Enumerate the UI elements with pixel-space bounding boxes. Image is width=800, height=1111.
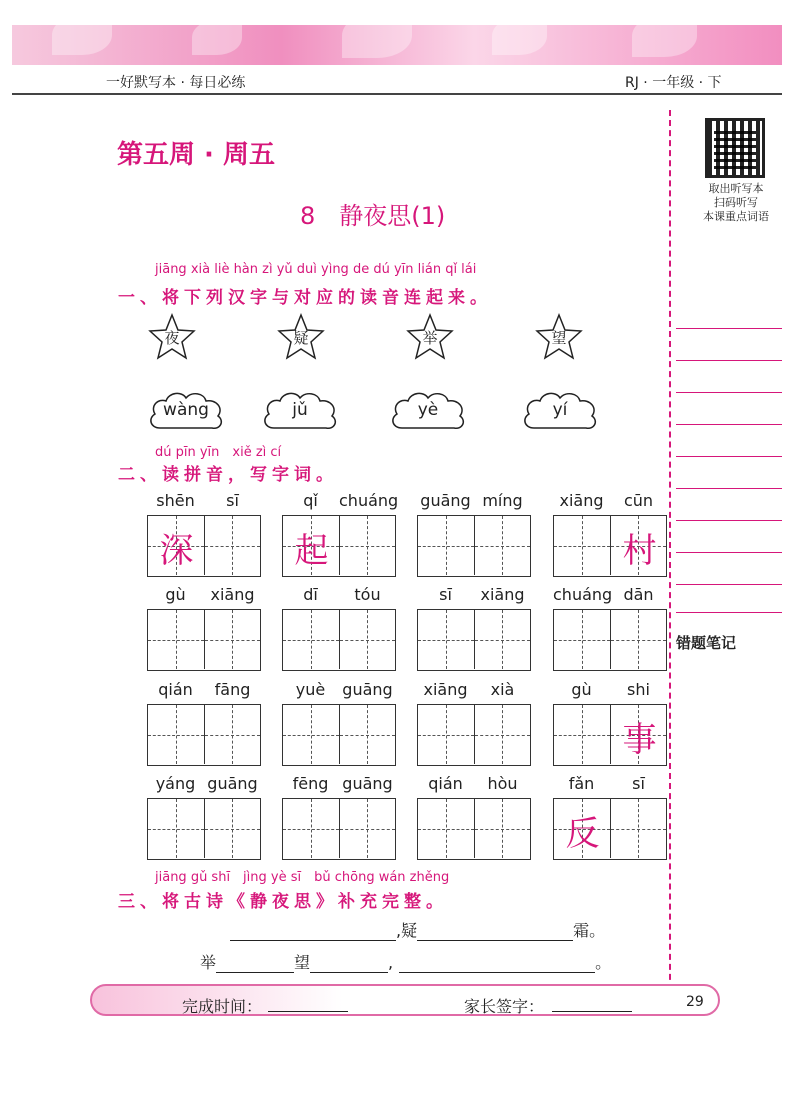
poem-blank[interactable] bbox=[310, 957, 388, 973]
tianzi-box[interactable] bbox=[282, 798, 396, 860]
tianzi-box[interactable] bbox=[417, 704, 531, 766]
group-pinyin: shēn bbox=[156, 491, 195, 510]
written-char: 事 bbox=[622, 720, 657, 760]
star-char-label: 疑 bbox=[293, 329, 309, 347]
group-pinyin: qǐ bbox=[303, 491, 318, 510]
group-pinyin: xiāng bbox=[423, 680, 468, 699]
cloud-pinyin[interactable] bbox=[520, 388, 600, 436]
group-pinyin: guāng bbox=[207, 774, 258, 793]
tianzi-box[interactable] bbox=[282, 515, 396, 577]
group-pinyin: yuè bbox=[295, 680, 326, 699]
group-pinyin: gù bbox=[165, 585, 186, 604]
tianzi-cell[interactable] bbox=[474, 705, 530, 764]
star-char[interactable] bbox=[147, 313, 197, 361]
written-char: 深 bbox=[159, 531, 194, 571]
group-pinyin: sī bbox=[226, 491, 239, 510]
tianzi-cell[interactable] bbox=[339, 705, 395, 764]
tianzi-box[interactable] bbox=[417, 515, 531, 577]
group-pinyin: sī bbox=[632, 774, 645, 793]
tianzi-cell[interactable] bbox=[474, 516, 530, 575]
tianzi-cell[interactable] bbox=[610, 705, 666, 764]
star-char[interactable] bbox=[405, 313, 455, 361]
tianzi-cell[interactable] bbox=[339, 516, 395, 575]
star-char[interactable] bbox=[276, 313, 326, 361]
completion-time-label: 完成时间： bbox=[182, 997, 263, 1016]
qr-caption-line: 本课重点词语 bbox=[703, 210, 769, 223]
q1-instruction: 一、将下列汉字与对应的读音连起来。 bbox=[118, 288, 492, 308]
group-pinyin: fāng bbox=[214, 680, 251, 699]
tianzi-cell[interactable] bbox=[418, 705, 474, 764]
poem-text: 霜。 bbox=[573, 921, 606, 940]
group-pinyin: chuáng bbox=[553, 585, 613, 604]
q3-pinyin: jiāng gǔ shī jìng yè sī bǔ chōng wán zhěng bbox=[155, 870, 450, 885]
tianzi-cell[interactable] bbox=[148, 799, 204, 858]
group-pinyin: qián bbox=[158, 680, 193, 699]
tianzi-cell[interactable] bbox=[283, 516, 339, 575]
cloud-pinyin[interactable] bbox=[260, 388, 340, 436]
week-title: 第五周 · 周五 bbox=[117, 140, 275, 170]
tianzi-cell[interactable] bbox=[148, 516, 204, 575]
sidebar-divider bbox=[669, 110, 671, 1000]
group-pinyin: sī bbox=[439, 585, 452, 604]
qr-code-icon[interactable] bbox=[705, 118, 765, 178]
poem-blank[interactable] bbox=[417, 925, 573, 941]
group-pinyin: guāng bbox=[342, 680, 393, 699]
tianzi-box[interactable] bbox=[282, 609, 396, 671]
tianzi-cell[interactable] bbox=[204, 516, 260, 575]
tianzi-box[interactable] bbox=[147, 704, 261, 766]
tianzi-cell[interactable] bbox=[610, 516, 666, 575]
group-pinyin: guāng bbox=[342, 774, 393, 793]
group-pinyin: dān bbox=[623, 585, 654, 604]
cloud-pinyin-label: yí bbox=[552, 400, 568, 420]
group-pinyin: yáng bbox=[155, 774, 196, 793]
poem-text: 举 bbox=[200, 953, 217, 972]
group-pinyin: guāng bbox=[420, 491, 471, 510]
tianzi-box[interactable] bbox=[553, 515, 667, 577]
poem-line-1 bbox=[230, 918, 605, 941]
parent-signature-label: 家长签字： bbox=[464, 997, 545, 1016]
tianzi-box[interactable] bbox=[147, 609, 261, 671]
group-pinyin: chuáng bbox=[339, 491, 399, 510]
written-char: 起 bbox=[294, 531, 329, 571]
group-pinyin: gù bbox=[571, 680, 592, 699]
tianzi-cell[interactable] bbox=[339, 799, 395, 858]
group-pinyin: xiāng bbox=[210, 585, 255, 604]
q2-pinyin: dú pīn yīn xiě zì cí bbox=[155, 445, 282, 460]
poem-blank[interactable] bbox=[399, 957, 595, 973]
note-line bbox=[676, 520, 782, 521]
tianzi-box[interactable] bbox=[147, 515, 261, 577]
note-line bbox=[676, 328, 782, 329]
star-char-label: 望 bbox=[551, 329, 567, 347]
poem-text: 。 bbox=[595, 953, 612, 972]
tianzi-cell[interactable] bbox=[554, 799, 610, 858]
tianzi-cell[interactable] bbox=[474, 799, 530, 858]
tianzi-box[interactable] bbox=[553, 798, 667, 860]
footer-bar bbox=[90, 984, 720, 1016]
page-number: 29 bbox=[686, 994, 704, 1010]
poem-blank[interactable] bbox=[216, 957, 294, 973]
qr-caption-line: 扫码听写 bbox=[714, 196, 758, 209]
tianzi-cell[interactable] bbox=[554, 516, 610, 575]
note-line bbox=[676, 612, 782, 613]
parent-signature-field[interactable] bbox=[552, 996, 632, 1012]
lesson-title: 8 静夜思(1) bbox=[300, 202, 446, 230]
tianzi-cell[interactable] bbox=[610, 610, 666, 669]
group-pinyin: fǎn bbox=[568, 774, 595, 793]
qr-caption bbox=[692, 182, 780, 224]
note-line bbox=[676, 552, 782, 553]
group-pinyin: shi bbox=[627, 680, 650, 699]
tianzi-cell[interactable] bbox=[204, 705, 260, 764]
tianzi-box[interactable] bbox=[553, 609, 667, 671]
qr-caption-line: 取出听写本 bbox=[708, 182, 764, 195]
group-pinyin: xiāng bbox=[559, 491, 604, 510]
group-pinyin: míng bbox=[482, 491, 523, 510]
q2-instruction: 二、读拼音，写字词。 bbox=[118, 465, 338, 485]
tianzi-cell[interactable] bbox=[283, 705, 339, 764]
tianzi-cell[interactable] bbox=[554, 610, 610, 669]
tianzi-cell[interactable] bbox=[339, 610, 395, 669]
tianzi-cell[interactable] bbox=[204, 799, 260, 858]
group-pinyin: qián bbox=[428, 774, 463, 793]
tianzi-cell[interactable] bbox=[148, 610, 204, 669]
note-line bbox=[676, 456, 782, 457]
tianzi-cell[interactable] bbox=[418, 610, 474, 669]
star-char[interactable] bbox=[534, 313, 584, 361]
tianzi-box[interactable] bbox=[553, 704, 667, 766]
group-pinyin: tóu bbox=[354, 585, 381, 604]
q1-pinyin: jiāng xià liè hàn zì yǔ duì yìng de dú yīn lián qǐ lái bbox=[155, 262, 477, 277]
star-char-label: 夜 bbox=[164, 329, 180, 347]
group-pinyin: xià bbox=[490, 680, 515, 699]
note-line bbox=[676, 424, 782, 425]
tianzi-cell[interactable] bbox=[204, 610, 260, 669]
group-pinyin: dī bbox=[303, 585, 318, 604]
written-char: 村 bbox=[622, 531, 657, 571]
group-pinyin: xiāng bbox=[480, 585, 525, 604]
tianzi-box[interactable] bbox=[282, 704, 396, 766]
tianzi-cell[interactable] bbox=[610, 799, 666, 858]
group-pinyin: cūn bbox=[623, 491, 654, 510]
header-grade: RJ · 一年级 · 下 bbox=[625, 75, 722, 91]
note-line bbox=[676, 392, 782, 393]
note-line bbox=[676, 488, 782, 489]
tianzi-cell[interactable] bbox=[474, 610, 530, 669]
group-pinyin: fēng bbox=[292, 774, 329, 793]
poem-text: , bbox=[388, 953, 394, 972]
cloud-pinyin-label: wàng bbox=[163, 400, 209, 420]
notes-title: 错题笔记 bbox=[676, 634, 737, 652]
tianzi-cell[interactable] bbox=[418, 799, 474, 858]
header-series: 一好默写本 · 每日必练 bbox=[106, 75, 246, 91]
cloud-pinyin[interactable] bbox=[146, 388, 226, 436]
tianzi-cell[interactable] bbox=[554, 705, 610, 764]
poem-blank[interactable] bbox=[230, 925, 396, 941]
poem-line-2 bbox=[200, 950, 611, 973]
tianzi-box[interactable] bbox=[147, 798, 261, 860]
tianzi-box[interactable] bbox=[417, 609, 531, 671]
poem-text: ,疑 bbox=[396, 921, 418, 940]
star-char-label: 举 bbox=[422, 329, 438, 347]
group-pinyin: hòu bbox=[487, 774, 518, 793]
completion-time-field[interactable] bbox=[268, 996, 348, 1012]
written-char: 反 bbox=[565, 814, 600, 854]
cloud-pinyin-label: jǔ bbox=[292, 400, 308, 420]
note-line bbox=[676, 584, 782, 585]
tianzi-cell[interactable] bbox=[418, 516, 474, 575]
q3-instruction: 三、将古诗《静夜思》补充完整。 bbox=[118, 892, 448, 912]
cloud-pinyin-label: yè bbox=[417, 400, 439, 420]
tianzi-cell[interactable] bbox=[283, 610, 339, 669]
tianzi-box[interactable] bbox=[417, 798, 531, 860]
cloud-pinyin[interactable] bbox=[388, 388, 468, 436]
note-line bbox=[676, 360, 782, 361]
poem-text: 望 bbox=[294, 953, 311, 972]
tianzi-cell[interactable] bbox=[283, 799, 339, 858]
tianzi-cell[interactable] bbox=[148, 705, 204, 764]
